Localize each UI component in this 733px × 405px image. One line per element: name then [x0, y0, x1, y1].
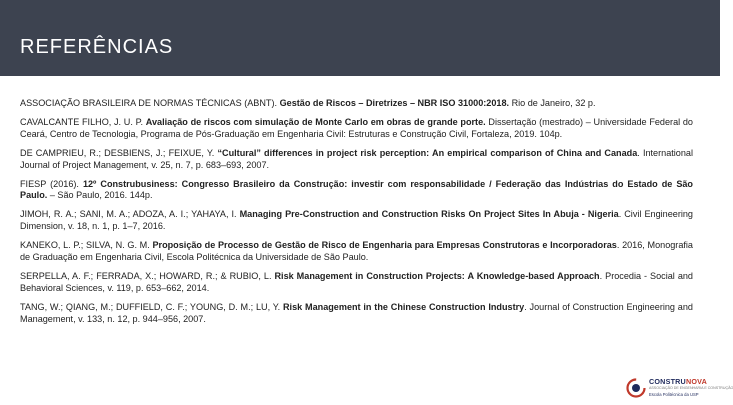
- reference-details: . Journal of Construction Engineering and Management, v. 133, n. 12, p. 944–956, 2007.: [20, 301, 693, 324]
- reference-authors: TANG, W.; QIANG, M.; DUFFIELD, C. F.; YOUNG, D. M.; LU, Y.: [20, 301, 283, 312]
- reference-item: [20, 271, 693, 295]
- reference-item: [20, 98, 693, 110]
- title-bar: [0, 0, 720, 76]
- construnova-logo: [626, 376, 733, 402]
- reference-authors: CAVALCANTE FILHO, J. U. P.: [20, 116, 146, 127]
- reference-title: Avaliação de riscos com simulação de Monte Carlo em obras de grande porte.: [145, 116, 486, 127]
- reference-details: . Procedia - Social and Behavioral Sciences, v. 119, p. 653–662, 2014.: [20, 270, 693, 293]
- logo-school: Escola Politécnica da USP: [649, 392, 699, 397]
- logo-name-part: CONSTRU: [649, 377, 686, 386]
- reference-title: Gestão de Riscos – Diretrizes – NBR ISO 31000:2018.: [279, 98, 510, 108]
- reference-authors: DE CAMPRIEU, R.; DESBIENS, J.; FEIXUE, Y.: [20, 147, 218, 158]
- reference-title: 12º Construbusiness: Congresso Brasileiro da Construção: investir com responsabilidade / Federação das Indústrias do Estado de São Paulo.: [20, 178, 693, 201]
- reference-title: Risk Management in the Chinese Construction Industry: [282, 301, 525, 312]
- reference-item: [20, 179, 693, 203]
- reference-details: . International Journal of Project Management, v. 25, n. 7, p. 683–693, 2007.: [20, 147, 693, 170]
- reference-item: [20, 117, 693, 141]
- reference-authors: JIMOH, R. A.; SANI, M. A.; ADOZA, A. I.; YAHAYA, I.: [20, 209, 240, 220]
- reference-details: Dissertação (mestrado) – Universidade Federal do Ceará, Centro de Tecnologia, Programa de Pós-Graduação em Engenharia Civil: Estruturas e Construção Civil, Fortaleza, 2019. 104p.: [20, 116, 693, 139]
- reference-item: [20, 148, 693, 172]
- reference-title: Risk Management in Construction Projects: A Knowledge-based Approach: [274, 270, 600, 281]
- reference-item: [20, 209, 693, 233]
- reference-details: – São Paulo, 2016. 144p.: [47, 190, 153, 201]
- reference-authors: SERPELLA, A. F.; FERRADA, X.; HOWARD, R.; & RUBIO, L.: [20, 270, 275, 281]
- reference-title: Proposição de Processo de Gestão de Risco de Engenharia para Empresas Construtoras e Incorporadoras: [152, 240, 617, 251]
- reference-authors: FIESP (2016).: [20, 178, 83, 189]
- reference-item: [20, 240, 693, 264]
- reference-authors: ASSOCIAÇÃO BRASILEIRA DE NORMAS TÉCNICAS (ABNT).: [20, 98, 280, 108]
- reference-details: . 2016, Monografia de Graduação em Engenharia Civil, Escola Politécnica da Universidade de São Paulo.: [20, 240, 693, 263]
- logo-name-accent: NOVA: [685, 377, 707, 386]
- reference-details: . Civil Engineering Dimension, v. 18, n. 1, p. 1–7, 2016.: [20, 209, 693, 232]
- logo-mark-icon: [626, 378, 646, 398]
- reference-item: [20, 302, 693, 326]
- reference-title: “Cultural” differences in project risk perception: An empirical comparison of China and Canada: [217, 147, 638, 158]
- reference-list: [20, 98, 693, 333]
- reference-details: Rio de Janeiro, 32 p.: [509, 98, 596, 108]
- reference-title: Managing Pre-Construction and Construction Risks On Project Sites In Abuja - Nigeria: [239, 209, 619, 220]
- logo-subtitle: ASSOCIAÇÃO DE ENGENHARIA E CONSTRUÇÃO: [649, 386, 733, 390]
- reference-authors: KANEKO, L. P.; SILVA, N. G. M.: [20, 240, 153, 251]
- logo-name: [649, 377, 707, 386]
- page-title: REFERÊNCIAS: [20, 36, 174, 58]
